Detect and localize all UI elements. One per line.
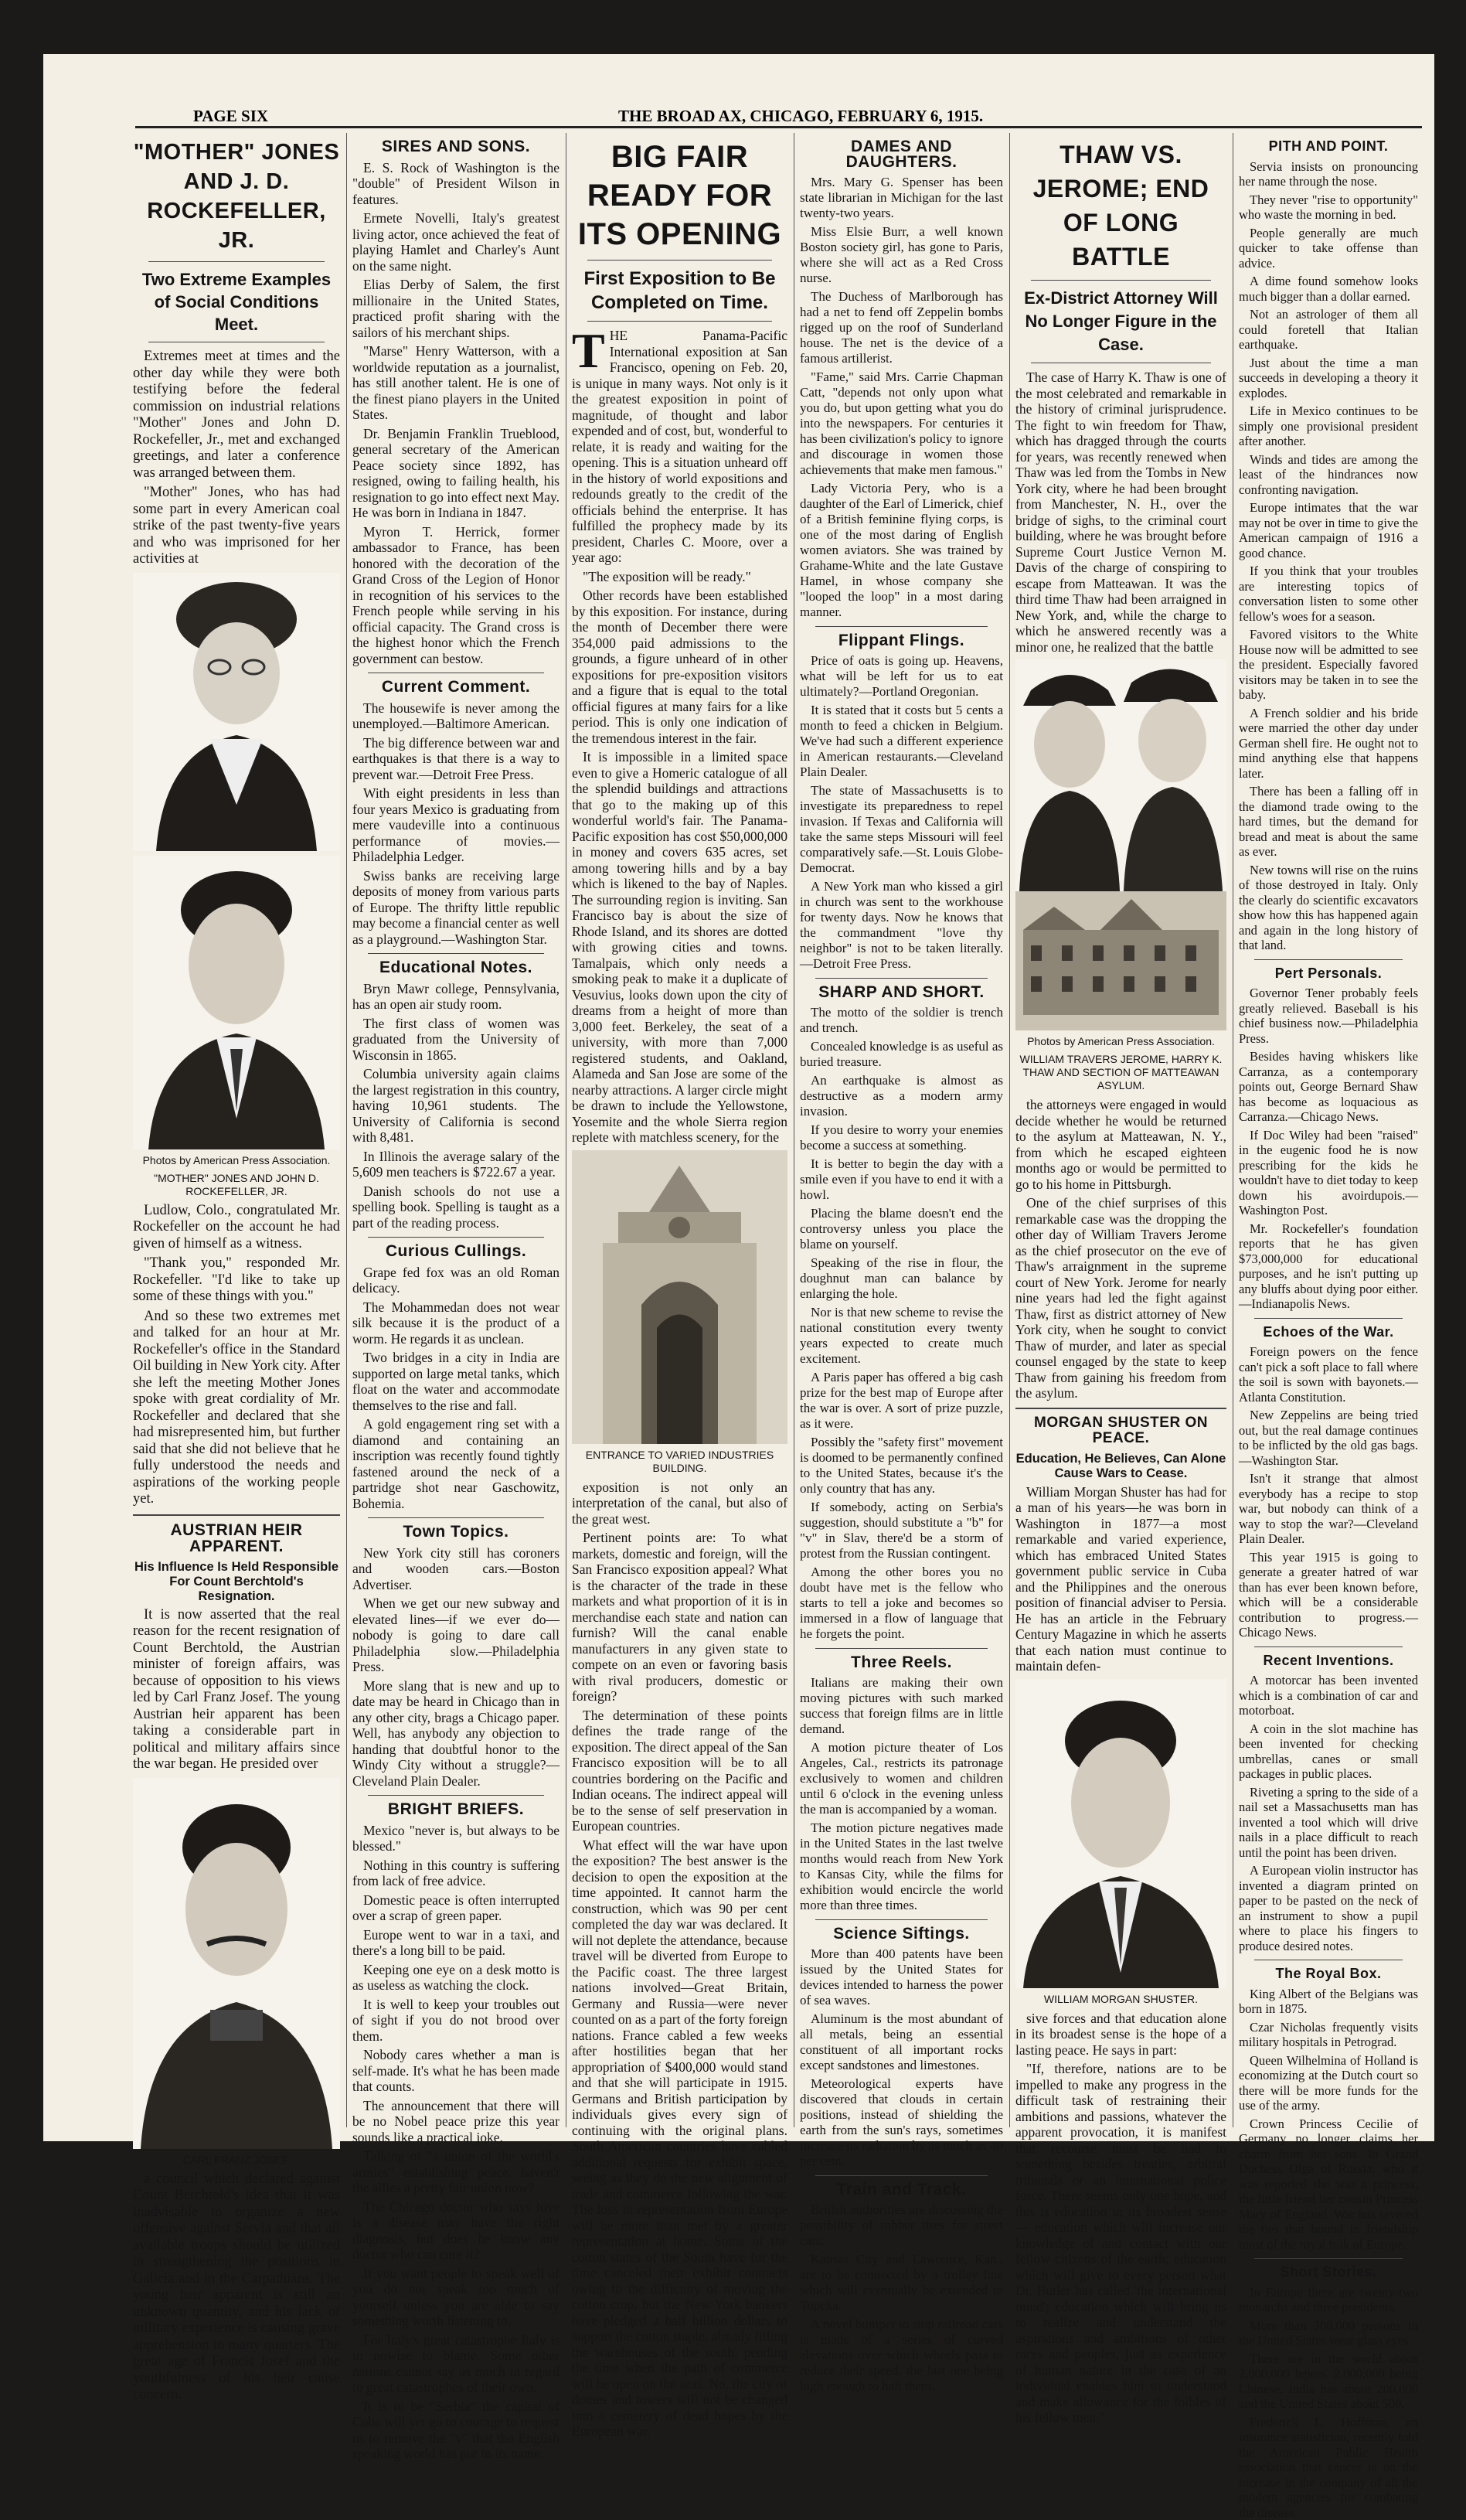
divider	[1254, 959, 1403, 960]
section-heading: Train and Track.	[800, 2182, 1003, 2198]
article-paragraph: Meteorological experts have discovered that clouds in certain positions, instead of shielding the earth from the sun's rays, sometimes increase its radiation by as much as 40 per cent.	[800, 2076, 1003, 2169]
section-heading: Science Siftings.	[800, 1926, 1003, 1942]
article-paragraph: It is impossible in a limited space even to give a Homeric catalogue of all the splendid buildings and attractions that go to the making up of this wonderful world's fair. The Panama-Pacific exposition has cost $50,000,000 in money and covers 635 acres, set among towering hills and by a bay which is likened to the bay of Naples. The surrounding region is inviting. San Francisco bay is about the size of Rhode Island, and its shores are dotted with growing cities and towns. Tamalpais, which only needs a smoking peak to make it a duplicate of Vesuvius, looks down upon the city of dreams from a height of more than 3,000 feet. Berkeley, the seat of a university, with more than 7,000 registered students, and Oakland, Alameda and San Jose are some of the nearby attractions. A larger circle might be drawn to include the Yellowstone, Yosemite and the whole Sierra region replete with matchless scenery, for the	[572, 749, 787, 1146]
portrait-carl-franz-josef	[133, 1778, 340, 2149]
subheadline: First Exposition to Be Completed on Time.	[572, 267, 787, 315]
article-paragraph: "Mother" Jones, who has had some part in every American coal strike of the past twenty-five years and who was imprisoned for her activities at	[133, 485, 340, 568]
article-paragraph: Talking of "a union of the world's armies" establishing peace, haven't the allies a pretty fair union now?	[352, 2148, 560, 2196]
article-paragraph: "Fame," said Mrs. Carrie Chapman Catt, "depends not only upon what you do, but upon getting what you do into the newspapers. For centuries it has been civilization's policy to ignore and discourage in women those achievements that make men famous."	[800, 369, 1003, 478]
article-paragraph: Mrs. Mary G. Spenser has been state librarian in Michigan for the last twenty-two years.	[800, 175, 1003, 221]
article-paragraph: E. S. Rock of Washington is the "double" of President Wilson in features.	[352, 160, 560, 208]
article-paragraph: In Illinois the average salary of the 5,609 men teachers is $722.67 a year.	[352, 1149, 560, 1180]
article-paragraph: They never "rise to opportunity" who waste the morning in bed.	[1239, 192, 1418, 223]
article-paragraph: Keeping one eye on a desk motto is as useless as watching the clock.	[352, 1962, 560, 1994]
masthead-title: THE BROAD AX, CHICAGO, FEBRUARY 6, 1915.	[618, 107, 983, 126]
article-paragraph: A motorcar has been invented which is a combination of car and motorboat.	[1239, 1673, 1418, 1718]
article-paragraph: The big difference between war and earthquakes is that there is a way to prevent war.—Detroit Free Press.	[352, 735, 560, 783]
section-heading: PITH AND POINT.	[1239, 139, 1418, 155]
divider	[148, 261, 325, 262]
section-heading: The Royal Box.	[1239, 1967, 1418, 1982]
article-paragraph: Concealed knowledge is as useful as buried treasure.	[800, 1039, 1003, 1070]
article-paragraph: Nobody cares whether a man is self-made. It's what he has been made that counts.	[352, 2047, 560, 2095]
article-paragraph: Mr. Rockefeller's foundation reports that he has given $73,000,000 for educational purposes, and he isn't putting up any bluffs about dying poor either.—Indianapolis News.	[1239, 1221, 1418, 1312]
article-paragraph: Lady Victoria Pery, who is a daughter of the Earl of Limerick, chief of a British feminine flying corps, is one of the most daring of English women aviators. She was trained by Grahame-White and the late Gustave Hamel, in whose company she "looped the loop" in a most daring manner.	[800, 481, 1003, 620]
divider	[368, 1795, 544, 1796]
section-heading: Pert Personals.	[1239, 966, 1418, 982]
article-paragraph: It is better to begin the day with a smile even if you have to end it with a howl.	[800, 1156, 1003, 1203]
article-paragraph: A gold engagement ring set with a diamond and containing an inscription was recently found tightly fastened around the neck of a partridge shot near Gaschowitz, Bohemia.	[352, 1416, 560, 1511]
section-heading: Educational Notes.	[352, 960, 560, 976]
article-paragraph: More than 400 patents have been issued by the United States for devices intended to harness the power of sea waves.	[800, 1946, 1003, 2008]
column-rule	[1009, 133, 1010, 2127]
article-paragraph: A motion picture theater of Los Angeles, Cal., restricts its patronage exclusively to women and children until 6 o'clock in the evening unless the man is accompanied by a woman.	[800, 1740, 1003, 1817]
divider	[1015, 1408, 1226, 1409]
article-paragraph: sive forces and that education alone in its broadest sense is the hope of a lasting peace. He says in part:	[1015, 2011, 1226, 2059]
article-paragraph: A dime found somehow looks much bigger than a dollar earned.	[1239, 274, 1418, 304]
divider	[587, 260, 772, 261]
article-paragraph: It is well to keep your troubles out of sight if you do not brood over them.	[352, 1997, 560, 2045]
article-paragraph: What effect will the war have upon the exposition? The best answer is the decision to open the exposition at the time appointed. It cannot harm the construction, which was 90 per cent completed the day war was declared. It will not deplete the attendance, because travel will be diverted from Europe to the Pacific coast. The three largest nations involved—Great Britain, Germany and Russia—were never counted on as a part of the forty foreign nations. France cabled a few weeks after hostilities began that her appropriation of $400,000 would stand and that she will participate in 1915. Germans and British participation by individuals gives every sign of continuing with the original plans. South American countries have cabled additional requests for exhibit space, seeing as they do the new alignment of trade and commerce following the war. The loss in representation from Europe will be more than met by a greater representation at home. Some of the cotton states of the South have for the time canceled their exhibit contracts owing to the difficulty of moving the cotton crop, but the New York bankers have pledged a half billion dollars to support the cotton staple, already filling the warehouses of the south, pending the time when the path of commerce will be open on the seas. No, the city of domes and towers will not be changed into a cemetery of dead hopes by the European war.	[572, 1837, 787, 2440]
article-paragraph: Two bridges in a city in India are supported on large metal tanks, which float on the water and accommodate themselves to the rise and fall.	[352, 1350, 560, 1413]
article-paragraph: Life in Mexico continues to be simply one provisional president after another.	[1239, 404, 1418, 449]
article-paragraph: Miss Elsie Burr, a well known Boston society girl, has gone to Paris, where she will act as a Red Cross nurse.	[800, 224, 1003, 286]
article-paragraph: In Europe there are twenty-two monarchs and three presidents.	[1239, 2285, 1418, 2315]
photo-industries-building	[572, 1150, 787, 1444]
article-paragraph: And so these two extremes met and talked for an hour at Mr. Rockefeller's office in the Standard Oil building in New York city. After she left the meeting Mother Jones spoke with great cordiality of Mr. Rockefeller and declared that she had misrepresented him, but further said that she did not believe that he fully understood the needs and aspirations of the working people yet.	[133, 1309, 340, 1508]
photo-caption: "MOTHER" JONES AND JOHN D. ROCKEFELLER, JR.	[133, 1172, 340, 1198]
divider	[815, 978, 988, 979]
portrait-image	[133, 573, 340, 851]
article-paragraph: Kansas City and Lawrence, Kan., are to be connected by a trolley line which will eventually be extended to Topeka.	[800, 2252, 1003, 2314]
article-paragraph: Riveting a spring to the side of a nail set a Massachusetts man has invented a tool which will drive nails in a place difficult to reach until the point has been driven.	[1239, 1785, 1418, 1861]
article-paragraph: exposition is not only an interpretation of the canal, but also of the great west.	[572, 1480, 787, 1527]
headline: "MOTHER" JONES AND J. D. ROCKEFELLER, JR.	[133, 138, 340, 255]
article-paragraph: Domestic peace is often interrupted over a scrap of green paper.	[352, 1892, 560, 1924]
article-paragraph: A Paris paper has offered a big cash prize for the best map of Europe after the war is over. A sort of prize puzzle, as it were.	[800, 1370, 1003, 1432]
divider	[815, 1919, 988, 1920]
article-paragraph: Ludlow, Colo., congratulated Mr. Rockefeller on the account he had given of himself as a witness.	[133, 1203, 340, 1253]
article-paragraph: Danish schools do not use a spelling book. Spelling is taught as a part of the reading process.	[352, 1183, 560, 1231]
divider	[815, 626, 988, 627]
article-paragraph: a council which declared against Count Berchtold's idea that it was inadvisable to organize a new offensive against Servia and that all available troops should be utilized in strengthening the positions in Galicia and in the Carpathians. The young heir apparent is still an unknown quantity, and his lack of military experience is causing grave apprehension in many quarters. The great age of Francis Josef and the youthfulness of his heir cause concern.	[133, 2171, 340, 2404]
article-paragraph: Nothing in this country is suffering from lack of free advice.	[352, 1858, 560, 1889]
article-paragraph: More than 300,000 persons in the United States wear glass eyes.	[1239, 2318, 1418, 2348]
section-heading: SIRES AND SONS.	[352, 139, 560, 155]
divider	[1254, 1318, 1403, 1319]
column-2	[352, 133, 560, 2127]
column-5	[1015, 133, 1226, 2127]
column-6	[1239, 133, 1418, 2127]
article-paragraph: Dr. Benjamin Franklin Trueblood, general secretary of the American Peace society since 1892, has resigned, owing to failing health, his resignation to go into effect next May. He was born in Indiana in 1847.	[352, 426, 560, 521]
article-paragraph: "Marse" Henry Watterson, with a worldwide reputation as a journalist, has still another talent. He is one of the finest piano players in the United States.	[352, 343, 560, 423]
section-heading: Town Topics.	[352, 1524, 560, 1541]
article-paragraph: It is to be "Serbia" the capital of Cuba will yet go to courage to request us to remove the "v" that the English speaking world has put in its name.	[352, 2399, 560, 2462]
article-paragraph: William Morgan Shuster has had for a man of his years—he was born in Washington in 1877—a most remarkable and varied experience, which has embraced United States government public service in Cuba and the Philippines and the onerous position of financial adviser to Persia. He has an article in the February Century Magazine in which he asserts that each nation must continue to maintain defen-	[1015, 1484, 1226, 1674]
section-heading: Curious Cullings.	[352, 1244, 560, 1260]
article-paragraph: Other records have been established by this exposition. For instance, during the month of December there were 354,000 paid admissions to the grounds, a figure unheard of in other expositions for pre-exposition visitors and a figure that is equal to the total official figures at many fairs for a like period. This is only one indication of the tremendous interest in the fair.	[572, 587, 787, 746]
article-paragraph: With eight presidents in less than four years Mexico is graduating from mere vaudeville into a continuous performance of movies.—Philadelphia Ledger.	[352, 785, 560, 865]
article-paragraph: The Duchess of Marlborough has had a net to fend off Zeppelin bombs rigged up on the roof of Sunderland house. The net is the device of a famous artillerist.	[800, 289, 1003, 366]
article-paragraph: A novel bumper to stop railroad cars is made of a series of curved elevations over which wheels pass to reduce their speed, the last one being high enough to halt them.	[800, 2317, 1003, 2394]
article-paragraph: Grape fed fox was an old Roman delicacy.	[352, 1265, 560, 1296]
article-paragraph: Czar Nicholas frequently visits military hospitals in Petrograd.	[1239, 2020, 1418, 2050]
article-paragraph: Italians are making their own moving pictures with such marked success that foreign films are in little demand.	[800, 1675, 1003, 1737]
article-paragraph: The Mohammedan does not wear silk because it is the product of a worm. He regards it as unclean.	[352, 1299, 560, 1347]
article-paragraph: Besides having whiskers like Carranza, as a contemporary points out, George Bernard Shaw has become as loquacious as Carranza.—Chicago News.	[1239, 1049, 1418, 1125]
divider	[368, 1517, 544, 1518]
article-paragraph: Isn't it strange that almost everybody has a recipe to stop war, but nobody can think of a way to stop the war?—Cleveland Plain Dealer.	[1239, 1471, 1418, 1547]
article-paragraph: Governor Tener probably feels greatly relieved. Baseball is his chief business now.—Philadelphia Press.	[1239, 986, 1418, 1046]
divider	[1031, 280, 1211, 281]
page-header	[43, 54, 1434, 99]
article-paragraph: Ermete Novelli, Italy's greatest living actor, once achieved the feat of playing Hamlet and Charley's Aunt on the same night.	[352, 210, 560, 274]
article-paragraph: Extremes meet at times and the other day while they were both testifying before the federal commission on industrial relations "Mother" Jones and John D. Rockefeller, Jr., met and exchanged greetings, and later a conference was arranged between them.	[133, 349, 340, 482]
divider	[368, 953, 544, 954]
divider	[587, 321, 772, 322]
article-paragraph: Myron T. Herrick, former ambassador to France, has been honored with the decoration of the Grand Cross of the Legion of Honor in recognition of his services to the French people while serving in his official capacity. The Grand cross is the highest honor which the French government can bestow.	[352, 524, 560, 667]
portrait-morgan-shuster	[1015, 1679, 1226, 1988]
article-paragraph: One of the chief surprises of this remarkable case was the dropping the other day of William Travers Jerome as the chief prosecutor on the eve of Thaw's arraignment in the supreme court of New York. Jerome for nearly nine years had led the fight against Thaw, first as district attorney of New York city, when he sought to convict Thaw of murder, and later as special counsel engaged by the state to keep Thaw from gaining his freedom from the asylum.	[1015, 1195, 1226, 1401]
article-paragraph: There are in the world about 2,000,000 lepers. 2,000,000 being Chinese. India has about 200,000 and the United States about 500.	[1239, 2351, 1418, 2412]
section-heading: Current Comment.	[352, 679, 560, 696]
article-paragraph: Europe went to war in a taxi, and there's a long bill to be paid.	[352, 1927, 560, 1959]
article-paragraph: Among the other bores you no doubt have met is the fellow who starts to tell a joke and becomes so immersed in a flow of language that he forgets the point.	[800, 1565, 1003, 1642]
article-paragraph: Aluminum is the most abundant of all metals, being an essential constituent of all important rocks except sandstones and limestones.	[800, 2011, 1003, 2073]
divider	[815, 1648, 988, 1649]
article-paragraph: British authorities are discussing the possibility of rubber tires for street cars.	[800, 2202, 1003, 2249]
article-paragraph: Nor is that new scheme to revise the national constitution every twenty years expected to create much excitement.	[800, 1305, 1003, 1367]
article-paragraph: "If, therefore, nations are to be impelled to make any progress in the difficult task of restraining their ambitions and passions, whatever the apparent provocation, it is manifest that recourse must be had to something besides treaties, arbitral tribunals or an international police force. There seems only one hope, and this is education in its broadest sense — education which will increase our knowledge of and contact with our fellow citizens of the earth; education which will give to every person what Dr. Butler has called 'the international mind'; education which will bring us to realize and understand the aspirations and ambitions of other races and peoples, just as experience of human nature in the case of an individual enables him to understand and make allowance for the foibles of his fellow men."	[1015, 2061, 1226, 2426]
article-paragraph: Pertinent points are: To what markets, domestic and foreign, will the San Francisco exposition appeal? What is the character of the trade in these markets and what proportion of it is in merchandise each state and nation can furnish? Will the canal enable manufacturers in any given state to compete on an even or favoring basis with rival producers, domestic or foreign?	[572, 1530, 787, 1704]
article-paragraph: If you think that your troubles are interesting topics of conversation listen to some other fellow's woes for a season.	[1239, 564, 1418, 624]
column-3	[572, 133, 787, 2127]
section-heading: Recent Inventions.	[1239, 1653, 1418, 1669]
article-paragraph: A New York man who kissed a girl in church was sent to the workhouse for twenty days. Now he knows that the commandment "love thy neighbor" is not to be taken literally.—Detroit Free Press.	[800, 879, 1003, 972]
section-subheading: His Influence Is Held Responsible For Count Berchtold's Resignation.	[133, 1560, 340, 1604]
masthead-rule	[135, 126, 1422, 128]
section-heading: BRIGHT BRIEFS.	[352, 1802, 560, 1818]
photo-caption: WILLIAM MORGAN SHUSTER.	[1015, 1993, 1226, 2006]
article-paragraph: An earthquake is almost as destructive as a modern army invasion.	[800, 1073, 1003, 1119]
article-paragraph: The Chicago doctor who says love is a disease may have the right diagnosis, but does he know any doctor who can cure it?	[352, 2199, 560, 2263]
section-heading: Three Reels.	[800, 1655, 1003, 1670]
building-entrance-image	[572, 1150, 787, 1444]
article-paragraph: Favored visitors to the White House now will be admitted to see the president. Especially favored visitors may be taken in to see the baby.	[1239, 627, 1418, 703]
article-paragraph: Crown Princess Cecilie of Germany no longer claims her charm from her sons. In Grand Duchess Olga of Russia, who it was reported she was a princess, the little friend her cousin Princess Mary of England. War has severed the ties that bound in friendship most of the royal folk of Europe.	[1239, 2116, 1418, 2253]
divider	[1254, 2258, 1403, 2259]
photo-credit: Photos by American Press Association.	[1015, 1035, 1226, 1048]
section-heading: Echoes of the War.	[1239, 1325, 1418, 1340]
article-paragraph: "Thank you," responded Mr. Rockefeller. "I'd like to take up some of these things with you."	[133, 1255, 340, 1306]
article-paragraph: Mexico "never is, but always to be blessed."	[352, 1823, 560, 1854]
article-paragraph: Price of oats is going up. Heavens, what will be left for us to eat ultimately?—Portland Oregonian.	[800, 653, 1003, 700]
article-paragraph: The motion picture negatives made in the United States in the last twelve months would reach from New York to Kansas City, while the films for exhibition would encircle the world more than three times.	[800, 1820, 1003, 1913]
article-paragraph: If you desire to worry your enemies become a success at something.	[800, 1122, 1003, 1153]
section-heading: DAMES AND DAUGHTERS.	[800, 139, 1003, 170]
page-number: PAGE SIX	[193, 107, 268, 126]
article-paragraph: New Zeppelins are being tried out, but the real damage continues to be inflicted by the old gas bags.—Washington Star.	[1239, 1408, 1418, 1468]
photo-caption: ENTRANCE TO VARIED INDUSTRIES BUILDING.	[572, 1449, 787, 1475]
section-subheading: Education, He Believes, Can Alone Cause Wars to Cease.	[1015, 1452, 1226, 1481]
headline: BIG FAIR READY FOR ITS OPENING	[572, 138, 787, 254]
photo-credit: Photos by American Press Association.	[133, 1154, 340, 1167]
article-paragraph: Elias Derby of Salem, the first millionaire in the United States, practiced profit sharing with the sailors of his merchant ships.	[352, 277, 560, 340]
article-paragraph: The motto of the soldier is trench and trench.	[800, 1005, 1003, 1036]
headline: THAW VS. JEROME; END OF LONG BATTLE	[1015, 138, 1226, 274]
article-paragraph: The first class of women was graduated from the University of Wisconsin in 1865.	[352, 1016, 560, 1064]
article-paragraph: If you want people to speak well of you do not speak too much of yourself unless you are able to say something worth listening to.	[352, 2266, 560, 2329]
article-paragraph: The housewife is never among the unemployed.—Baltimore American.	[352, 700, 560, 732]
column-1	[133, 133, 340, 2127]
article-paragraph: Speaking of the rise in flour, the doughnut man can balance by enlarging the hole.	[800, 1255, 1003, 1302]
subheadline: Two Extreme Examples of Social Conditions Meet.	[133, 268, 340, 335]
section-heading: MORGAN SHUSTER ON PEACE.	[1015, 1415, 1226, 1447]
article-paragraph: Bryn Mawr college, Pennsylvania, has an open air study room.	[352, 981, 560, 1013]
article-paragraph: When we get our new subway and elevated lines—if we ever do—nobody is going to dare call Philadelphia slow.—Philadelphia Press.	[352, 1595, 560, 1675]
article-paragraph: New towns will rise on the ruins of those destroyed in Italy. Only the clearly do scientific excavators show how this has happened again and again in the long history of that land.	[1239, 863, 1418, 953]
section-heading: SHARP AND SHORT.	[800, 985, 1003, 1000]
article-paragraph: Swiss banks are receiving large deposits of money from various parts of Europe. The thrifty little republic may become a financial center as well as a playground.—Washington Star.	[352, 868, 560, 948]
article-paragraph: If Doc Wiley had been "raised" in the eugenic food he is now prescribing for the kids he wouldn't have to diet today to keep down his avoirdupois.—Washington Post.	[1239, 1128, 1418, 1218]
article-paragraph: Placing the blame doesn't end the controversy unless you place the blame on yourself.	[800, 1206, 1003, 1252]
article-paragraph: King Albert of the Belgians was born in 1875.	[1239, 1987, 1418, 2017]
article-paragraph: Possibly the "safety first" movement is doomed to be permanently confined to the United States, because it's the only country that has any.	[800, 1435, 1003, 1497]
section-heading: Short Stories.	[1239, 2265, 1418, 2280]
article-paragraph: It is now asserted that the real reason for the recent resignation of Count Berchtold, the Austrian minister of foreign affairs, was because of opposition to his views led by Carl Franz Josef. The young Austrian heir apparent has been taking a considerable part in political and military affairs since the war began. He presided over	[133, 1607, 340, 1773]
article-paragraph: Winds and tides are among the least of the hindrances now confronting navigation.	[1239, 452, 1418, 498]
article-paragraph: There has been a falling off in the diamond trade owing to the hard times, but the demand for bread and meat is about the same as ever.	[1239, 784, 1418, 860]
article-paragraph: Queen Wilhelmina of Holland is economizing at the Dutch court so there will be more funds for the use of the army.	[1239, 2053, 1418, 2113]
photo-caption: WILLIAM TRAVERS JEROME, HARRY K. THAW AND SECTION OF MATTEAWAN ASYLUM.	[1015, 1053, 1226, 1092]
portrait-mother-jones	[133, 573, 340, 851]
article-paragraph: Servia insists on pronouncing her name through the nose.	[1239, 159, 1418, 189]
article-paragraph	[572, 328, 787, 566]
article-paragraph: The case of Harry K. Thaw is one of the most celebrated and remarkable in the history of criminal jurisprudence. The fight to win freedom for Thaw, which has dragged through the courts for years, was recently renewed when Thaw was led from the Tombs in New York city, where he had been brought from Manchester, N. H., over the bridge of sighs, to the criminal court building, where he was brought before Supreme Court Justice Vernon M. Davis of the charge of conspiring to escape from Matteawan. It was the third time Thaw had been arraigned in New York, and, while the charge to which he answered recently was a minor one, he realized that the battle	[1015, 369, 1226, 655]
photo-caption: CARL FRANZ JOSEF.	[133, 2154, 340, 2167]
article-paragraph: Foreign powers on the fence can't pick a soft place to fall where the soil is sown with bayonets.—Atlanta Constitution.	[1239, 1344, 1418, 1405]
column-4	[800, 133, 1003, 2127]
article-paragraph: Not an astrologer of them all could foretell that Italian earthquake.	[1239, 307, 1418, 352]
article-paragraph: Europe intimates that the war may not be over in time to give the American campaign of 1916 a good chance.	[1239, 500, 1418, 560]
article-paragraph: Frederick L. Hoffman, an insurance statistician, recently told the American Public Health association that cancer is on the increase in the company of all the modern agencies for combating the disease.	[1239, 2415, 1418, 2520]
article-paragraph: The state of Massachusetts is to investigate its preparedness to repel invasion. If Texas and California will take the same steps Missouri will feel comparatively safe.—St. Louis Globe-Democrat.	[800, 783, 1003, 876]
article-paragraph: the attorneys were engaged in would decide whether he would be returned to the asylum at Matteawan, N. Y., from which he escaped eighteen months ago or would be permitted to go to his home in Pittsburgh.	[1015, 1097, 1226, 1192]
subheadline: Ex-District Attorney Will No Longer Figure in the Case.	[1015, 287, 1226, 356]
article-paragraph: For Italy's great catastrophe Italy is in nowise to blame. Some other nations cannot say as much in regard to great catastrophes of their own.	[352, 2332, 560, 2396]
photo-jerome-thaw-asylum	[1015, 659, 1226, 1030]
article-paragraph: More slang that is new and up to date may be heard in Chicago than in any other city, brags a Chicago paper. Well, has anybody any objection to handing that doubtful honor to the Windy City without a struggle?—Cleveland Plain Dealer.	[352, 1678, 560, 1790]
column-rule	[346, 133, 347, 2127]
article-paragraph: A coin in the slot machine has been invented for checking umbrellas, canes or small packages in public places.	[1239, 1721, 1418, 1782]
article-paragraph: If somebody, acting on Serbia's suggestion, should substitute a "b" for "v" in Slav, there'd be a storm of protest from the Russian contingent.	[800, 1500, 1003, 1561]
article-paragraph: Just about the time a man succeeds in developing a theory it explodes.	[1239, 356, 1418, 401]
article-paragraph: The determination of these points defines the trade range of the exposition. The direct appeal of the San Francisco exposition will be to all countries bordering on the Pacific and Indian oceans. The indirect appeal will be to the sense of self preservation in European countries.	[572, 1708, 787, 1834]
portrait-image	[133, 1778, 340, 2149]
section-heading: Flippant Flings.	[800, 633, 1003, 649]
article-paragraph: People generally are much quicker to take offense than advice.	[1239, 226, 1418, 271]
article-paragraph: "The exposition will be ready."	[572, 569, 787, 585]
article-paragraph: A French soldier and his bride were married the other day under German shell fire. He ought not to mind anything else that happens later.	[1239, 706, 1418, 782]
article-paragraph: A European violin instructor has invented a diagram printed on paper to be pasted on the neck of an instrument to show a pupil where to place his fingers to produce desired notes.	[1239, 1863, 1418, 1953]
article-paragraph: Columbia university again claims the largest registration in this country, having 10,961 students. The University of California is second with 8,481.	[352, 1066, 560, 1146]
article-paragraph: This year 1915 is going to generate a greater hatred of war than has ever been known before, which will be a considerable contribution to progress.—Chicago News.	[1239, 1550, 1418, 1640]
drop-cap: T	[572, 329, 605, 373]
portrait-image	[1015, 1679, 1226, 1988]
portrait-rockefeller	[133, 856, 340, 1149]
article-paragraph: It is stated that it costs but 5 cents a month to feed a chicken in Belgium. We've had such a different experience in American restaurants.—Cleveland Plain Dealer.	[800, 703, 1003, 780]
article-paragraph: New York city still has coroners and wooden cars.—Boston Advertiser.	[352, 1545, 560, 1593]
portrait-image	[133, 856, 340, 1149]
divider	[133, 1514, 340, 1516]
section-heading: AUSTRIAN HEIR APPARENT.	[133, 1522, 340, 1555]
divider	[368, 1237, 544, 1238]
composite-photo-image	[1015, 659, 1226, 1030]
article-text: HE Panama-Pacific International exposition at San Francisco, opening on Feb. 20, is unique in many ways. Not only is it the greatest exposition in point of magnitude, of thought and labor expended and of cost, but, wonderful to relate, it is ready and waiting for the opening. This is a situation unheard off in the history of world expositions and redounds greatly to the credit of the officials behind the enterprise. It has fulfilled the prophecy made by its president, Charles C. Moore, over a year ago:	[572, 328, 787, 565]
article-paragraph: The announcement that there will be no Nobel peace prize this year sounds like a practical joke.	[352, 2098, 560, 2146]
divider	[815, 2175, 988, 2176]
